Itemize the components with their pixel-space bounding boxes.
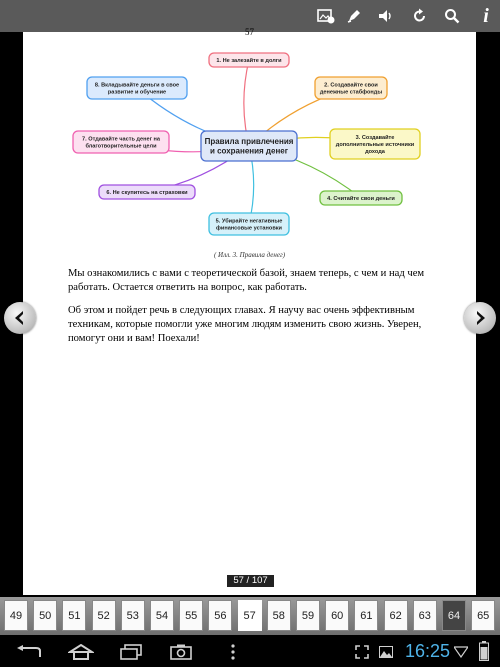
wifi-icon — [454, 645, 468, 659]
mind-map-text: 5. Убирайте негативные — [215, 218, 283, 225]
page-number: 57 — [245, 27, 254, 37]
rotate-icon[interactable] — [408, 4, 432, 28]
mind-map-node — [209, 213, 289, 235]
mind-map-text: 3. Создавайте — [355, 134, 395, 141]
camera-icon[interactable] — [168, 643, 194, 661]
figure-caption: ( Илл. 3. Правила денег) — [213, 251, 286, 259]
page-thumbnail[interactable]: 63 — [413, 600, 437, 631]
page-thumbnail[interactable]: 55 — [179, 600, 203, 631]
mind-map-text: благотворительные цели — [85, 143, 157, 150]
volume-icon[interactable] — [374, 4, 398, 28]
page-thumbnail[interactable]: 59 — [296, 600, 320, 631]
thumbnail-strip[interactable] — [0, 597, 500, 635]
mind-map-node — [87, 77, 187, 99]
mind-map-text: развитие и обучение — [107, 89, 167, 96]
image-settings-icon[interactable] — [314, 4, 338, 28]
book-page — [23, 27, 476, 595]
mind-map-node — [315, 77, 387, 99]
page-indicator: 57 / 107 — [227, 575, 274, 587]
mind-map-node — [73, 131, 169, 153]
info-icon[interactable]: i — [483, 4, 489, 27]
page-thumbnail[interactable]: 61 — [354, 600, 378, 631]
page-thumbnail[interactable]: 49 — [4, 600, 28, 631]
page-thumbnail[interactable]: 58 — [267, 600, 291, 631]
mind-map-text: 2. Создавайте свои — [324, 82, 378, 89]
recent-apps-icon[interactable] — [116, 643, 146, 661]
mind-map-node — [330, 129, 420, 159]
next-page-button[interactable] — [464, 302, 496, 334]
page-thumbnail[interactable]: 53 — [121, 600, 145, 631]
paragraph-2: Об этом и пойдет речь в следующих главах. Я научу вас очень эффективным техникам, которые помогли уже многим людям изменить свою жизнь. Уверен, помогут они и вам! Поехали! — [68, 305, 422, 344]
previous-page-button[interactable] — [4, 302, 36, 334]
mind-map-node — [99, 185, 195, 199]
page-thumbnail[interactable]: 57 — [238, 600, 262, 631]
page-thumbnail[interactable]: 65 — [471, 600, 495, 631]
mind-map-node — [209, 53, 289, 67]
mind-map-text: 8. Вкладывайте деньги в свое — [94, 82, 180, 89]
mind-map-text: 4. Считайте свои деньги — [327, 195, 395, 202]
mind-map-text: 7. Отдавайте часть денег на — [82, 136, 160, 143]
page-thumbnail[interactable]: 52 — [92, 600, 116, 631]
page-thumbnail[interactable]: 64 — [442, 600, 466, 631]
search-icon[interactable] — [440, 4, 464, 28]
arrow-right-icon — [472, 310, 488, 326]
back-icon[interactable] — [14, 643, 44, 661]
mind-map-text: 6. Не скупитесь на страховки — [106, 189, 188, 196]
page-thumbnail[interactable]: 60 — [325, 600, 349, 631]
page-thumbnail[interactable]: 51 — [62, 600, 86, 631]
clock: 16:25 — [405, 641, 451, 661]
screen-expand-icon[interactable] — [354, 645, 370, 659]
page-thumbnail[interactable]: 62 — [384, 600, 408, 631]
page-thumbnail[interactable]: 56 — [208, 600, 232, 631]
pen-icon[interactable] — [342, 4, 366, 28]
mind-map-node — [320, 191, 402, 205]
menu-icon[interactable] — [228, 643, 238, 661]
gallery-icon — [378, 645, 394, 659]
mind-map-text: дополнительные источники — [335, 141, 415, 148]
mind-map-text: Правила привлечения — [204, 137, 294, 147]
page-thumbnail[interactable]: 50 — [33, 600, 57, 631]
page-thumbnail[interactable]: 54 — [150, 600, 174, 631]
battery-icon — [478, 641, 490, 661]
mind-map-center-node — [201, 131, 297, 161]
mind-map-text: финансовые установки — [215, 225, 283, 232]
mind-map-diagram — [23, 42, 476, 252]
mind-map-text: дохода — [365, 149, 385, 156]
mind-map-text: денежные стабфонды — [319, 89, 383, 96]
arrow-left-icon — [12, 310, 28, 326]
mind-map-text: и сохранения денег — [209, 146, 289, 156]
home-icon[interactable] — [66, 643, 96, 661]
mind-map-text: 1. Не залезайте в долги — [216, 57, 282, 64]
paragraph-1: Мы ознакомились с вами с теоретической базой, знаем теперь, с чем и над чем работать. Остается ответить на вопрос, как работать. — [68, 268, 425, 293]
